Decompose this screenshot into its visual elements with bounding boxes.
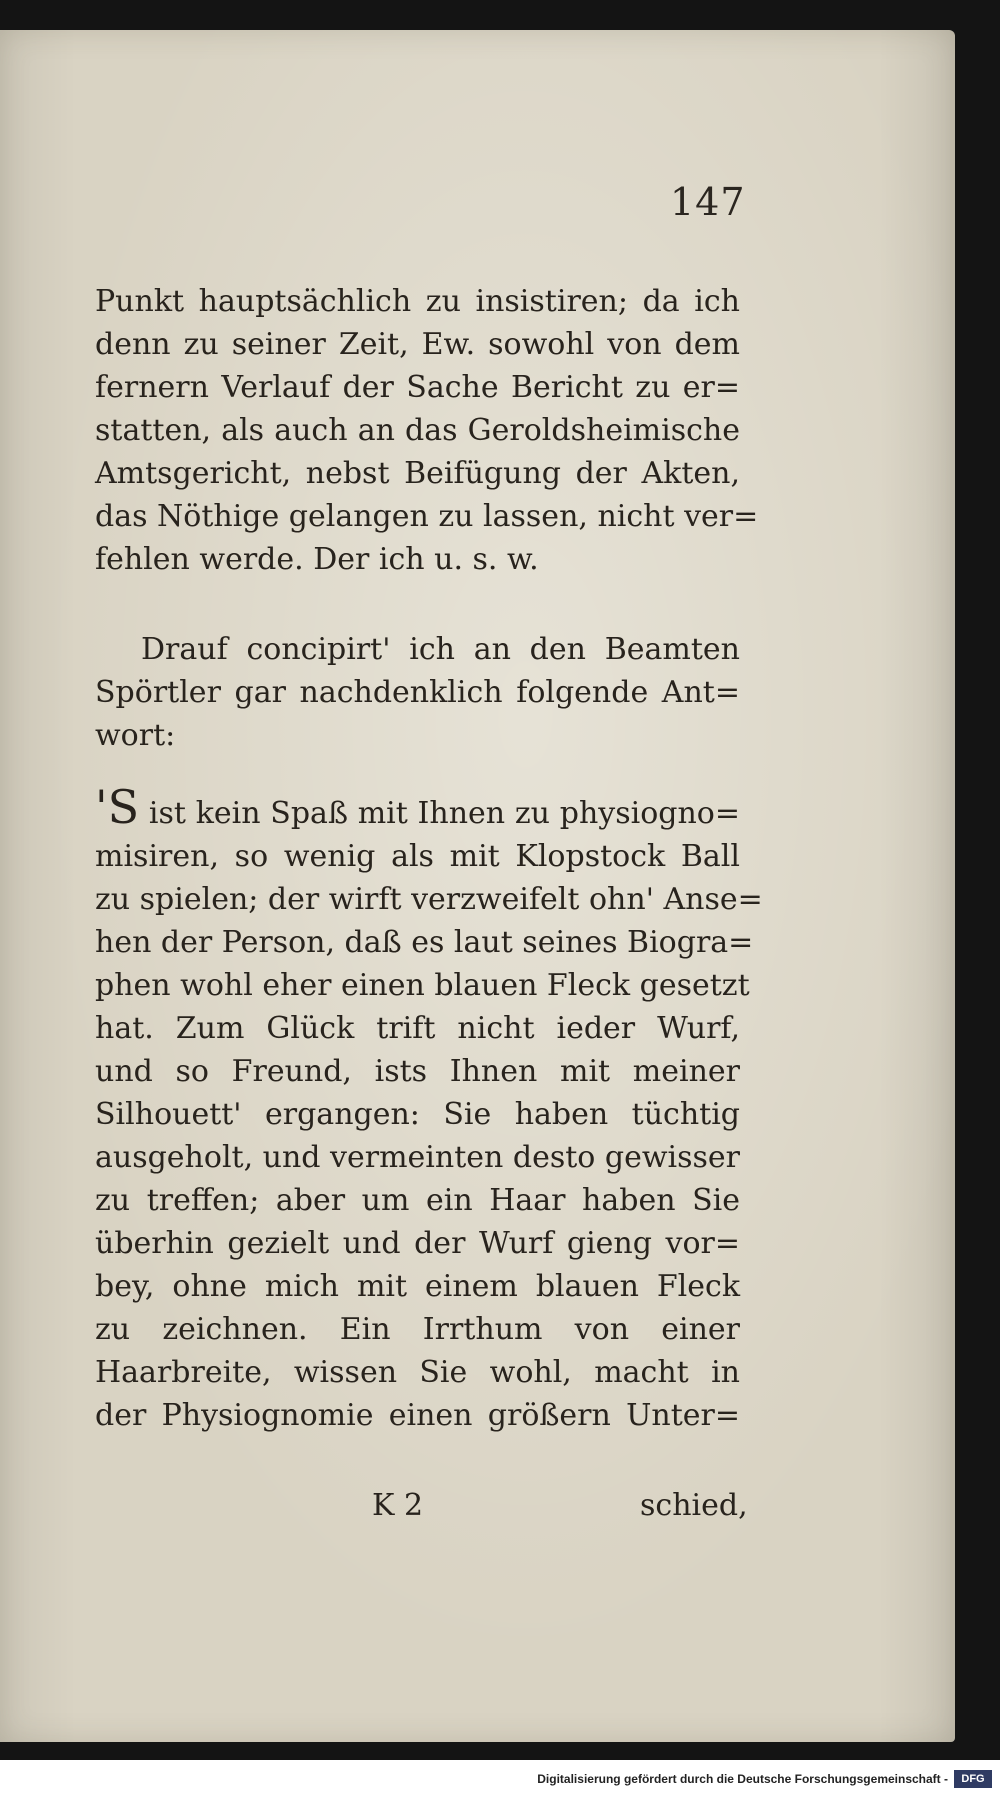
- dfg-logo-icon: DFG: [954, 1770, 992, 1788]
- text-line-first: [95, 780, 740, 835]
- text-line: Haarbreite, wissen Sie wohl, macht in: [95, 1355, 740, 1390]
- text-line: zu treffen; aber um ein Haar haben Sie: [95, 1183, 740, 1218]
- catchword: schied,: [640, 1488, 748, 1523]
- text-line: denn zu seiner Zeit, Ew. sowohl von dem: [95, 327, 740, 362]
- book-page: [0, 30, 955, 1742]
- text-line: zu spielen; der wirft verzweifelt ohn' Anse=: [95, 882, 763, 917]
- text-line: ausgeholt, und vermeinten desto gewisser: [95, 1140, 740, 1175]
- text-line: Spörtler gar nachdenklich folgende Ant=: [95, 675, 740, 710]
- text-line: hat. Zum Glück trift nicht ieder Wurf,: [95, 1011, 740, 1046]
- text-line: wort:: [95, 718, 176, 753]
- paragraph-3: [95, 780, 763, 1437]
- text-line: fernern Verlauf der Sache Bericht zu er=: [95, 370, 740, 405]
- paragraph-1: [95, 280, 759, 581]
- drop-cap: 'S: [95, 780, 140, 834]
- text-line: phen wohl eher einen blauen Fleck gesetzt: [95, 968, 750, 1003]
- text-line: fehlen werde. Der ich u. s. w.: [95, 542, 539, 577]
- page-number: 147: [670, 180, 746, 224]
- text-line: bey, ohne mich mit einem blauen Fleck: [95, 1269, 740, 1304]
- text-line: statten, als auch an das Geroldsheimische: [95, 413, 740, 448]
- signature-mark: K 2: [372, 1488, 424, 1523]
- text-line: und so Freund, ists Ihnen mit meiner: [95, 1054, 740, 1089]
- text-line: Amtsgericht, nebst Beifügung der Akten,: [95, 456, 740, 491]
- text-line: hen der Person, daß es laut seines Biogra=: [95, 925, 754, 960]
- text-line: überhin gezielt und der Wurf gieng vor=: [95, 1226, 740, 1261]
- text-line: zu zeichnen. Ein Irrthum von einer: [95, 1312, 740, 1347]
- text-line: misiren, so wenig als mit Klopstock Ball: [95, 839, 740, 874]
- footer-bar: [0, 1760, 1000, 1794]
- text-line: Drauf concipirt' ich an den Beamten: [141, 632, 740, 667]
- text-line: der Physiognomie einen größern Unter=: [95, 1398, 740, 1433]
- text-line: Punkt hauptsächlich zu insistiren; da ich: [95, 284, 740, 319]
- text-line: Silhouett' ergangen: Sie haben tüchtig: [95, 1097, 740, 1132]
- paragraph-2: [95, 628, 740, 757]
- funding-credit: Digitalisierung gefördert durch die Deutsche Forschungsgemeinschaft -: [537, 1772, 948, 1786]
- text-line: das Nöthige gelangen zu lassen, nicht ver=: [95, 499, 759, 534]
- first-line-text: ist kein Spaß mit Ihnen zu physiogno=: [148, 796, 740, 831]
